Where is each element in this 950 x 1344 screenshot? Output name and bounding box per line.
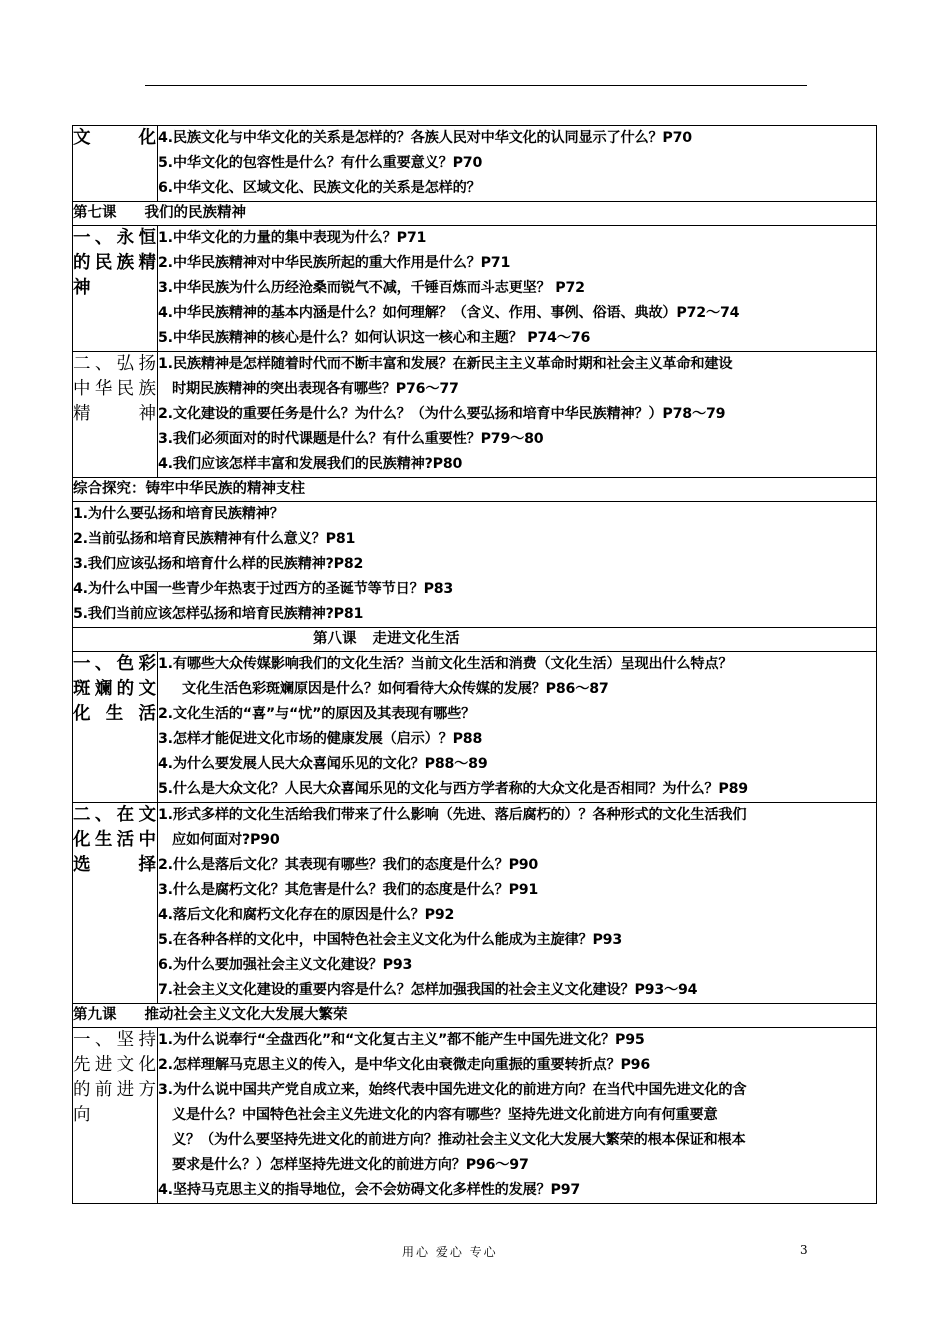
lesson-title: 我们的民族精神: [144, 205, 246, 221]
question-item: 5.中华文化的包容性是什么？有什么重要意义？P70: [158, 155, 483, 171]
header-rule: [145, 85, 807, 86]
section-label: 一、坚持先进文化的前进方向: [73, 1028, 158, 1204]
inquiry-title: 综合探究：铸牢中华民族的精神支柱: [73, 478, 877, 502]
question-item: 4.我们应该怎样丰富和发展我们的民族精神?P80: [158, 456, 463, 472]
question-item: 7.社会主义文化建设的重要内容是什么？怎样加强我国的社会主义文化建设？P93～94: [158, 982, 698, 998]
question-list: [158, 126, 877, 202]
question-item: [158, 803, 876, 853]
lesson-8-header: [73, 628, 877, 652]
question-item: [158, 652, 876, 702]
question-item: 2.怎样理解马克思主义的传入，是中华文化由衰微走向重振的重要转折点？P96: [158, 1057, 651, 1073]
page-number: 3: [800, 1243, 808, 1257]
question-item: 2.文化生活的“喜”与“忧”的原因及其表现有哪些？: [158, 706, 476, 722]
question-item: 5.我们当前应该怎样弘扬和培育民族精神?P81: [73, 606, 364, 622]
question-item: 3.中华民族为什么历经沧桑而锐气不减，千锤百炼而斗志更坚？ P72: [158, 280, 585, 296]
question-item: 1.为什么说奉行“全盘西化”和“文化复古主义”都不能产生中国先进文化？P95: [158, 1032, 645, 1048]
question-line: 义？（为什么要坚持先进文化的前进方向？推动社会主义文化大发展大繁荣的根本保证和根本: [172, 1132, 746, 1148]
section-label: 二、在文化生活中选择: [73, 803, 158, 1004]
question-item: 3.我们必须面对的时代课题是什么？有什么重要性？P79～80: [158, 431, 544, 447]
question-item: [158, 1078, 876, 1178]
question-line: 1.形式多样的文化生活给我们带来了什么影响（先进、落后腐朽的）？各种形式的文化生活我们: [158, 807, 747, 823]
question-item: 4.为什么中国一些青少年热衷于过西方的圣诞节等节日？P83: [73, 581, 454, 597]
question-line: 时期民族精神的突出表现各有哪些？P76～77: [172, 381, 459, 397]
question-list: [158, 803, 877, 1004]
question-line: 1.民族精神是怎样随着时代而不断丰富和发展？在新民主主义革命时期和社会主义革命和建设: [158, 356, 733, 372]
question-item: [158, 352, 876, 402]
row-inquiry: [73, 502, 877, 628]
question-item: 3.怎样才能促进文化市场的健康发展（启示）？P88: [158, 731, 483, 747]
row-section-8-1: [73, 652, 877, 803]
question-item: 4.坚持马克思主义的指导地位，会不会妨碍文化多样性的发展？P97: [158, 1182, 581, 1198]
question-item: 4.民族文化与中华文化的关系是怎样的？各族人民对中华文化的认同显示了什么？P70: [158, 130, 692, 146]
lesson-number: 第八课: [313, 631, 357, 647]
question-line: 文化生活色彩斑斓原因是什么？如何看待大众传媒的发展？P86～87: [182, 681, 609, 697]
lesson-number: 第七课: [73, 205, 117, 221]
question-list: [73, 502, 877, 628]
lesson-title: 推动社会主义文化大发展大繁荣: [144, 1007, 348, 1023]
section-label: 文化: [73, 126, 158, 202]
question-list: [158, 352, 877, 478]
question-item: 4.为什么要发展人民大众喜闻乐见的文化？P88～89: [158, 756, 488, 772]
question-item: 2.当前弘扬和培育民族精神有什么意义？P81: [73, 531, 356, 547]
question-item: 5.在各种各样的文化中，中国特色社会主义文化为什么能成为主旋律？P93: [158, 932, 623, 948]
row-culture: [73, 126, 877, 202]
lesson-number: 第九课: [73, 1007, 117, 1023]
lesson-9-header: [73, 1004, 877, 1028]
question-list: [158, 1028, 877, 1204]
question-item: 4.落后文化和腐朽文化存在的原因是什么？P92: [158, 907, 455, 923]
question-item: 6.中华文化、区域文化、民族文化的关系是怎样的？: [158, 180, 481, 196]
question-item: 2.文化建设的重要任务是什么？为什么？（为什么要弘扬和培育中华民族精神？）P78～79: [158, 406, 726, 422]
question-item: 3.我们应该弘扬和培育什么样的民族精神?P82: [73, 556, 364, 572]
row-section-7-2: [73, 352, 877, 478]
question-list: [158, 226, 877, 352]
lesson-7-header: [73, 202, 877, 226]
section-label: 二、弘扬中华民族精神: [73, 352, 158, 478]
section-label: 一、色彩斑斓的文化生活: [73, 652, 158, 803]
footer-motto: 用心 爱心 专心: [402, 1245, 498, 1259]
section-label: 一、永恒的民族精神: [73, 226, 158, 352]
question-item: 4.中华民族精神的基本内涵是什么？如何理解？（含义、作用、事例、俗语、典故）P72～74: [158, 305, 740, 321]
question-item: 5.中华民族精神的核心是什么？如何认识这一核心和主题？ P74～76: [158, 330, 591, 346]
question-item: 5.什么是大众文化？人民大众喜闻乐见的文化与西方学者称的大众文化是否相同？为什么？P89: [158, 781, 748, 797]
question-line: 要求是什么？）怎样坚持先进文化的前进方向？P96～97: [172, 1157, 529, 1173]
question-item: 6.为什么要加强社会主义文化建设？P93: [158, 957, 413, 973]
question-item: 2.什么是落后文化？其表现有哪些？我们的态度是什么？P90: [158, 857, 539, 873]
question-list: [158, 652, 877, 803]
question-item: 3.什么是腐朽文化？其危害是什么？我们的态度是什么？P91: [158, 882, 539, 898]
row-section-7-1: [73, 226, 877, 352]
outline-table: [72, 125, 877, 1204]
question-line: 应如何面对?P90: [172, 832, 280, 848]
question-line: 1.有哪些大众传媒影响我们的文化生活？当前文化生活和消费（文化生活）呈现出什么特点？: [158, 656, 733, 672]
question-item: 2.中华民族精神对中华民族所起的重大作用是什么？P71: [158, 255, 511, 271]
row-section-9-1: [73, 1028, 877, 1204]
lesson-title: 走进文化生活: [372, 631, 460, 647]
inquiry-header: [73, 478, 877, 502]
question-item: 1.为什么要弘扬和培育民族精神？: [73, 506, 284, 522]
question-item: 1.中华文化的力量的集中表现为什么？P71: [158, 230, 427, 246]
question-line: 义是什么？中国特色社会主义先进文化的内容有哪些？坚持先进文化前进方向有何重要意: [172, 1107, 718, 1123]
row-section-8-2: [73, 803, 877, 1004]
question-line: 3.为什么说中国共产党自成立来，始终代表中国先进文化的前进方向？在当代中国先进文化的含: [158, 1082, 747, 1098]
